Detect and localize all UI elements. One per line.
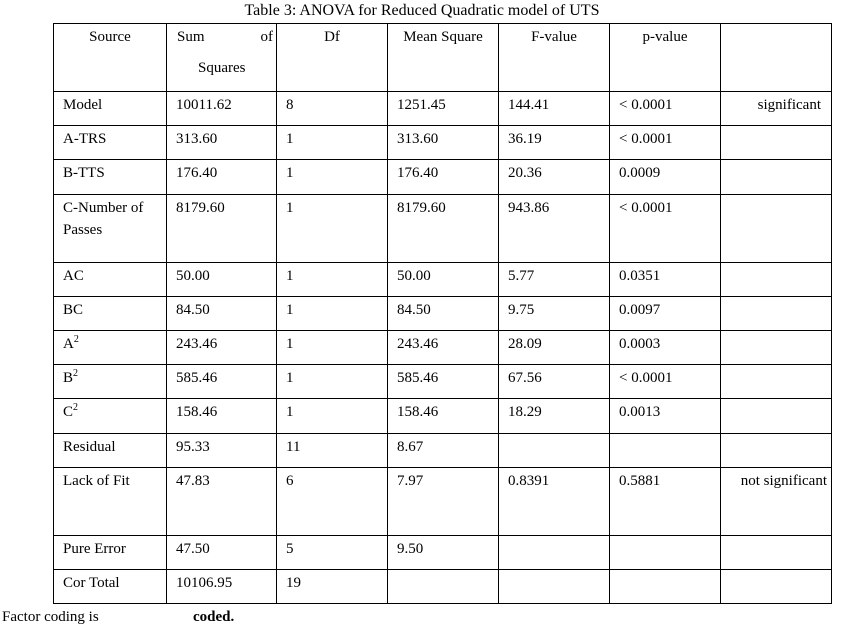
- row-source: $C^2$: [63, 402, 79, 420]
- row-ss: 47.50: [176, 541, 210, 557]
- table-row: [54, 434, 832, 468]
- row-note: [721, 331, 831, 333]
- row-source: Pure Error: [63, 541, 126, 557]
- row-p: 0.0351: [619, 268, 661, 284]
- row-ss: 243.46: [176, 336, 218, 352]
- header-sum-right: of: [260, 29, 273, 45]
- row-ss: 10011.62: [176, 97, 232, 113]
- row-note: [721, 536, 831, 538]
- row-note: significant: [757, 97, 821, 113]
- row-note: [721, 399, 831, 401]
- table-row: [54, 92, 832, 126]
- row-ss: 84.50: [176, 302, 210, 318]
- row-p: 0.5881: [619, 473, 661, 489]
- row-ms: 84.50: [397, 302, 431, 318]
- header-mean-square: Mean Square: [388, 24, 499, 92]
- row-ms: 7.97: [397, 473, 424, 489]
- row-source: AC: [63, 268, 84, 284]
- header-source: Source: [54, 24, 167, 92]
- header-extra: [721, 24, 832, 92]
- row-ms: 50.00: [397, 268, 431, 284]
- row-p: < 0.0001: [619, 370, 673, 386]
- row-note: [721, 297, 831, 299]
- row-ss: 585.46: [176, 370, 218, 386]
- row-f: 9.75: [508, 302, 535, 318]
- row-p: 0.0097: [619, 302, 661, 318]
- factor-coding-note: [0, 607, 844, 629]
- row-f: [499, 434, 609, 436]
- row-df: 1: [286, 370, 294, 386]
- header-sum-left: Sum: [177, 29, 205, 45]
- row-note: [721, 434, 831, 436]
- row-ss: 8179.60: [176, 200, 225, 216]
- row-ms: 1251.45: [397, 97, 446, 113]
- row-f: 943.86: [508, 200, 550, 216]
- row-f: 28.09: [508, 336, 542, 352]
- row-ss: 158.46: [176, 404, 218, 420]
- row-p: 0.0013: [619, 404, 661, 420]
- row-f: 0.8391: [508, 473, 550, 489]
- table-row: [54, 297, 832, 331]
- row-ms: 8179.60: [397, 200, 446, 216]
- row-ms: [388, 570, 498, 572]
- table-row: [54, 365, 832, 399]
- factor-coding-label: Factor coding is: [2, 609, 99, 625]
- row-note: [721, 570, 831, 572]
- row-p: < 0.0001: [619, 200, 673, 216]
- anova-table: [53, 23, 832, 604]
- row-df: 1: [286, 165, 294, 181]
- row-p: 0.0009: [619, 165, 661, 181]
- row-df: 11: [286, 439, 301, 455]
- header-f-value: F-value: [499, 24, 610, 92]
- row-df: 19: [286, 575, 301, 591]
- row-df: 8: [286, 97, 294, 113]
- table-row: [54, 468, 832, 536]
- row-f: 144.41: [508, 97, 550, 113]
- row-ms: 9.50: [397, 541, 424, 557]
- row-note: [721, 195, 831, 197]
- row-note: [721, 263, 831, 265]
- row-ms: 158.46: [397, 404, 439, 420]
- row-df: 1: [286, 336, 294, 352]
- header-df: Df: [277, 24, 388, 92]
- table-row: [54, 160, 832, 195]
- row-f: 5.77: [508, 268, 535, 284]
- row-df: 1: [286, 404, 294, 420]
- table-row: [54, 570, 832, 604]
- row-ms: 585.46: [397, 370, 439, 386]
- row-df: 1: [286, 302, 294, 318]
- row-ms: 176.40: [397, 165, 439, 181]
- row-ss: 47.83: [176, 473, 210, 489]
- row-ms: 8.67: [397, 439, 424, 455]
- row-f: [499, 570, 609, 572]
- row-source: Lack of Fit: [63, 473, 130, 489]
- header-p-value: p-value: [610, 24, 721, 92]
- header-sum-of-squares: [167, 24, 277, 92]
- row-note: [721, 160, 831, 162]
- row-source: $A^2$: [63, 334, 79, 352]
- row-f: 36.19: [508, 131, 542, 147]
- row-note: [721, 365, 831, 367]
- row-source: $B^2$: [63, 368, 79, 386]
- row-note: not significant: [740, 473, 827, 489]
- table-row: [54, 331, 832, 365]
- row-p: < 0.0001: [619, 131, 673, 147]
- row-f: 67.56: [508, 370, 542, 386]
- row-ms: 243.46: [397, 336, 439, 352]
- row-source: B-TTS: [63, 165, 105, 181]
- row-df: 1: [286, 131, 294, 147]
- row-source: A-TRS: [63, 131, 107, 147]
- row-source: Cor Total: [63, 575, 120, 591]
- row-ss: 10106.95: [176, 575, 233, 591]
- row-df: 1: [286, 200, 294, 216]
- header-row: [54, 24, 832, 92]
- row-ss: 176.40: [176, 165, 218, 181]
- row-source: BC: [63, 302, 84, 318]
- row-f: 20.36: [508, 165, 542, 181]
- row-f: [499, 536, 609, 538]
- row-p: 0.0003: [619, 336, 661, 352]
- row-df: 1: [286, 268, 294, 284]
- row-p: [610, 434, 720, 436]
- row-p: [610, 536, 720, 538]
- row-ss: 313.60: [176, 131, 218, 147]
- row-f: 18.29: [508, 404, 542, 420]
- factor-coding-value: coded.: [193, 609, 235, 625]
- row-note: [721, 126, 831, 128]
- row-df: 6: [286, 473, 294, 489]
- row-source: Residual: [63, 439, 116, 455]
- table-caption: Table 3: ANOVA for Reduced Quadratic model of UTS: [244, 2, 600, 19]
- row-ms: 313.60: [397, 131, 439, 147]
- row-source: Model: [63, 97, 103, 113]
- row-ss: 50.00: [176, 268, 210, 284]
- row-source: C-Number of Passes: [63, 200, 144, 238]
- row-df: 5: [286, 541, 294, 557]
- table-row: [54, 195, 832, 263]
- table-row: [54, 126, 832, 160]
- table-row: [54, 536, 832, 570]
- header-sum-bottom: Squares: [198, 60, 246, 76]
- row-ss: 95.33: [176, 439, 210, 455]
- row-p: [610, 570, 720, 572]
- row-p: < 0.0001: [619, 97, 673, 113]
- table-row: [54, 263, 832, 297]
- table-row: [54, 399, 832, 434]
